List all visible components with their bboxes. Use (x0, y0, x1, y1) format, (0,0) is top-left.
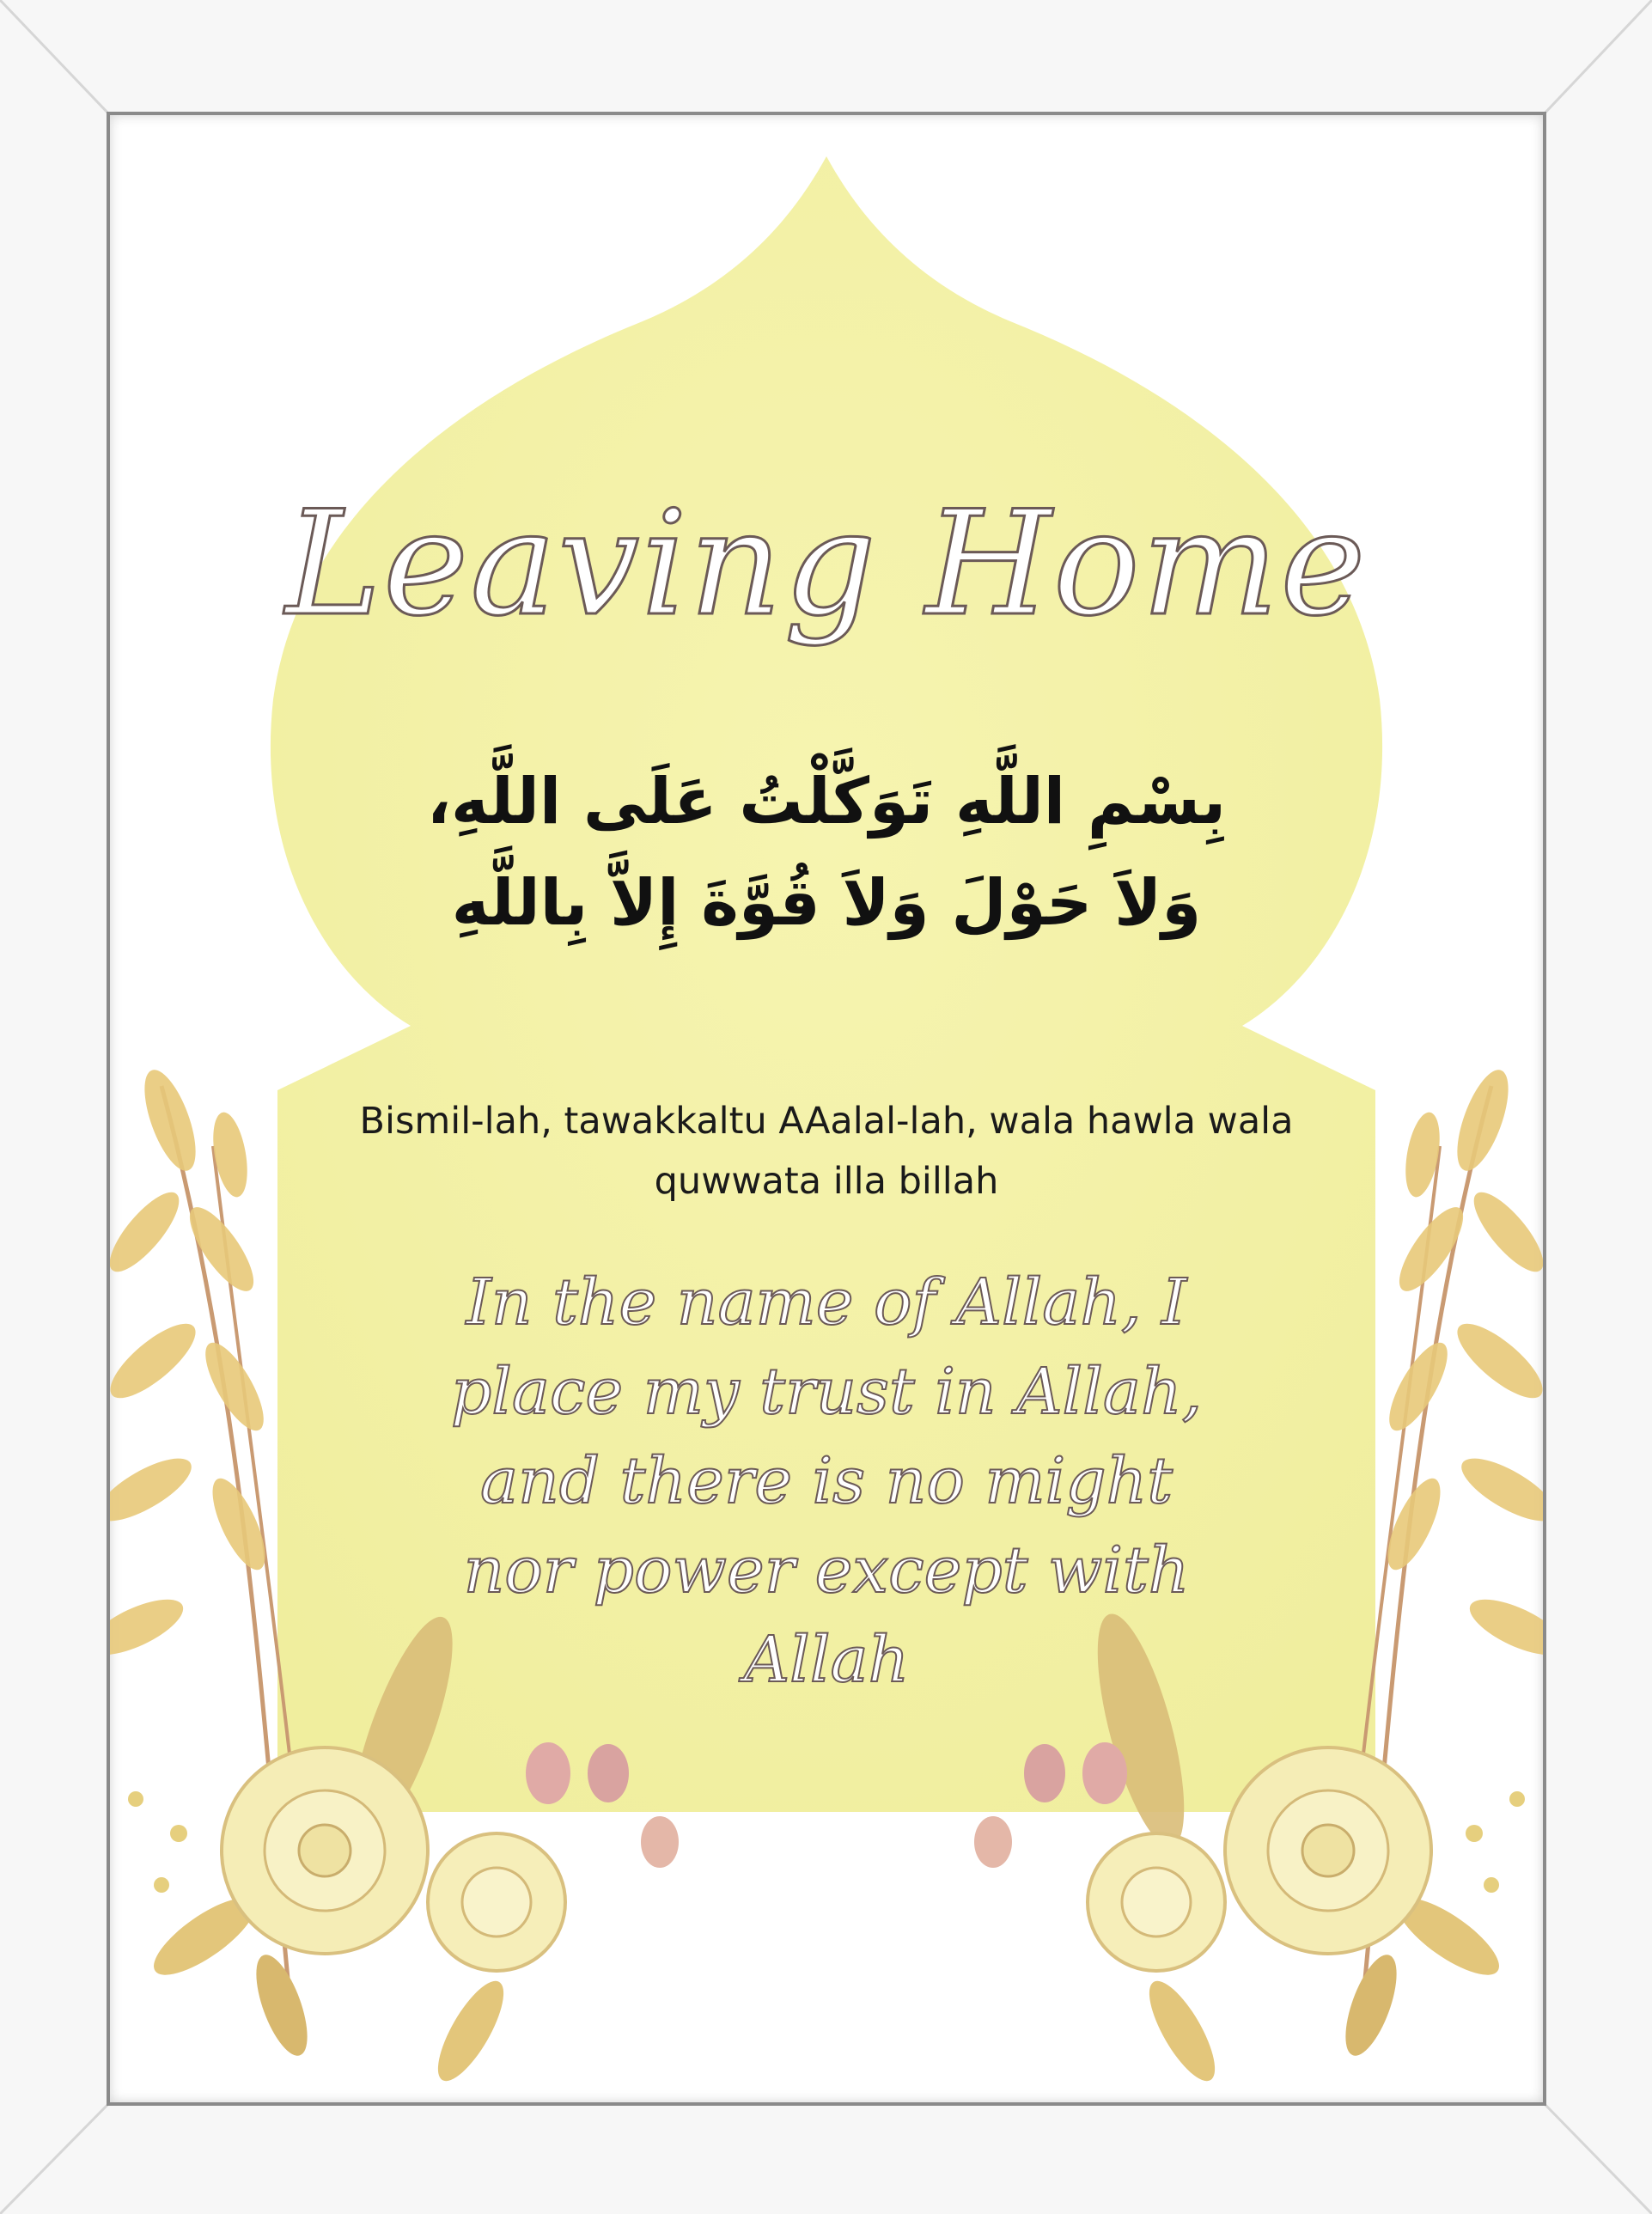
english-translation-text: In the name of Allah, I place my trust in Allah, and there is no might nor power except with Allah (450, 1266, 1203, 1697)
poster (110, 115, 1543, 2102)
poster-title: Leaving Home (285, 479, 1368, 648)
arabic-dua-text: بِسْمِ اللَّهِ تَوَكَّلْتُ عَلَى اللَّهِ، وَلاَ حَوْلَ وَلاَ قُوَّةَ إِلاَّ بِاللَّهِ (426, 765, 1227, 940)
transliteration-text: Bismil-lah, tawakkaltu AAalal-lah, wala hawla wala quwwata illa billah (359, 1100, 1294, 1203)
